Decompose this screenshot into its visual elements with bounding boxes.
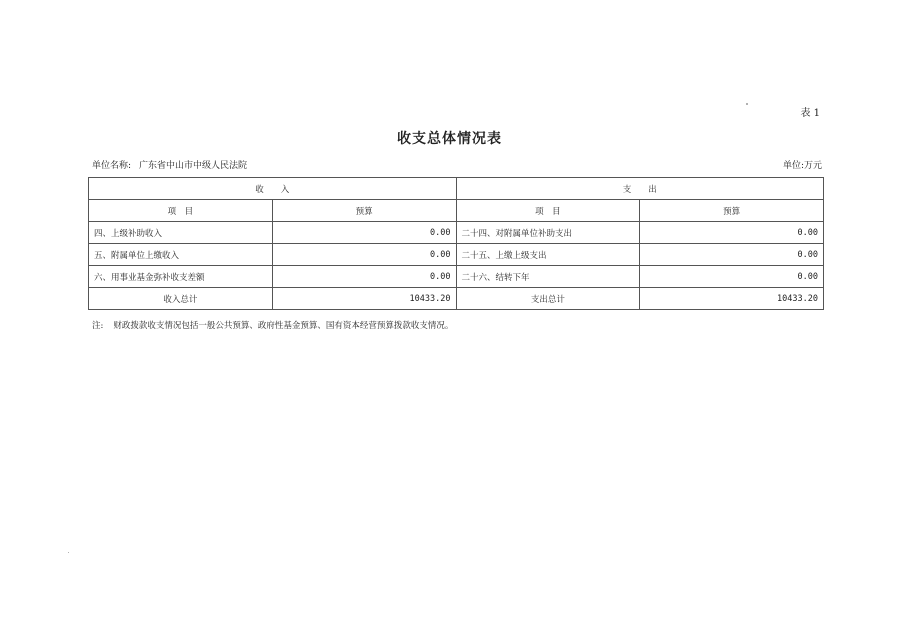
expense-total-label: 支出总计 xyxy=(456,288,640,310)
org-label: 单位名称: xyxy=(92,161,132,171)
income-total-label: 收入总计 xyxy=(89,288,273,310)
footnote-text: 财政拨款收支情况包括一般公共预算、政府性基金预算、国有资本经营预算拨款收支情况。 xyxy=(113,321,454,331)
expense-budget: 0.00 xyxy=(640,266,824,288)
expense-total-value: 10433.20 xyxy=(640,288,824,310)
income-item-header: 项 目 xyxy=(89,200,273,222)
document-title: 收支总体情况表 xyxy=(397,131,502,147)
budget-summary-table xyxy=(88,177,824,310)
scan-speck xyxy=(68,552,69,553)
expense-budget: 0.00 xyxy=(640,244,824,266)
expense-item: 二十五、上缴上级支出 xyxy=(456,244,640,266)
expense-item: 二十六、结转下年 xyxy=(456,266,640,288)
section-header-row xyxy=(89,178,824,200)
totals-row xyxy=(89,288,824,310)
income-budget: 0.00 xyxy=(272,266,456,288)
org-name: 广东省中山市中级人民法院 xyxy=(139,161,248,171)
income-item: 四、上级补助收入 xyxy=(89,222,273,244)
income-section-header: 收 入 xyxy=(89,178,457,200)
income-budget: 0.00 xyxy=(272,244,456,266)
income-item: 六、用事业基金弥补收支差额 xyxy=(89,266,273,288)
currency-unit: 单位:万元 xyxy=(782,161,822,171)
income-total-value: 10433.20 xyxy=(272,288,456,310)
expense-budget: 0.00 xyxy=(640,222,824,244)
organization-info xyxy=(92,158,247,171)
footnote xyxy=(92,319,453,331)
column-header-row xyxy=(89,200,824,222)
table-row xyxy=(89,244,824,266)
expense-section-header: 支 出 xyxy=(456,178,824,200)
table-row xyxy=(89,266,824,288)
footnote-label: 注: xyxy=(92,321,104,331)
table-number: 表 1 xyxy=(800,108,820,119)
table-row xyxy=(89,222,824,244)
expense-item: 二十四、对附属单位补助支出 xyxy=(456,222,640,244)
expense-item-header: 项 目 xyxy=(456,200,640,222)
scan-speck xyxy=(746,103,748,105)
income-budget-header: 预算 xyxy=(272,200,456,222)
income-item: 五、附属单位上缴收入 xyxy=(89,244,273,266)
income-budget: 0.00 xyxy=(272,222,456,244)
expense-budget-header: 预算 xyxy=(640,200,824,222)
